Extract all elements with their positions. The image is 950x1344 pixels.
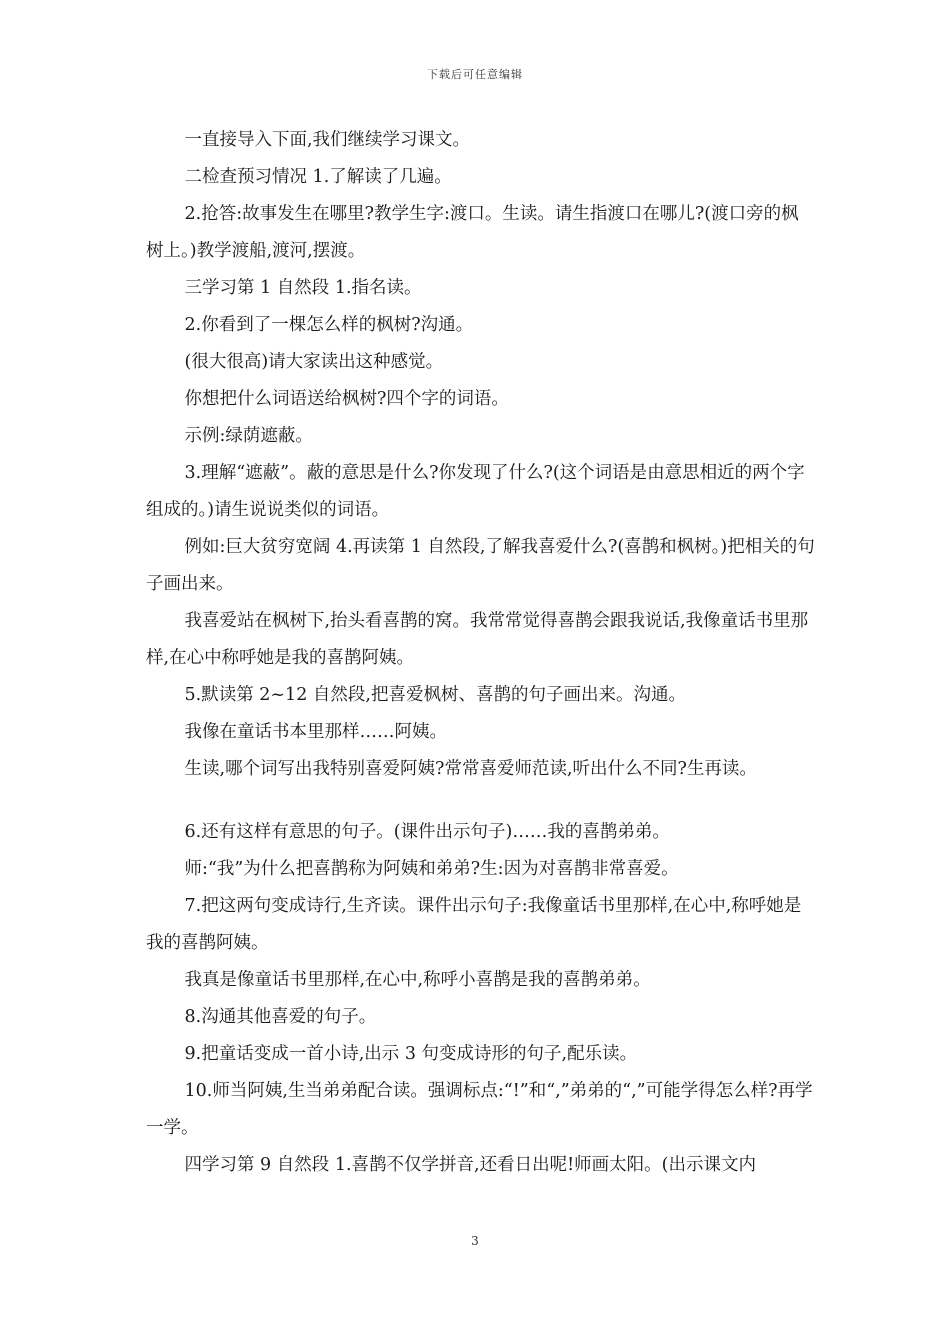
paragraph: 2.你看到了一棵怎么样的枫树?沟通。 — [184, 315, 474, 335]
paragraph: 四学习第 9 自然段 1.喜鹊不仅学拼音,还看日出呢!师画太阳。(出示课文内 — [184, 1155, 756, 1175]
page-header: 下载后可任意编辑 — [427, 68, 523, 81]
paragraph: 2.抢答:故事发生在哪里?教学生字:渡口。生读。请生指渡口在哪儿?(渡口旁的枫树上。)教学渡船,渡河,摆渡。 — [146, 204, 799, 261]
paragraph: 我真是像童话书里那样,在心中,称呼小喜鹊是我的喜鹊弟弟。 — [184, 970, 651, 990]
paragraph: 三学习第 1 自然段 1.指名读。 — [184, 278, 422, 298]
paragraph: 我像在童话书本里那样……阿姨。 — [184, 722, 447, 742]
document-body — [146, 122, 816, 1184]
paragraph: 示例:绿荫遮蔽。 — [184, 426, 313, 446]
paragraph: 5.默读第 2~12 自然段,把喜爱枫树、喜鹊的句子画出来。沟通。 — [184, 685, 686, 705]
paragraph: 8.沟通其他喜爱的句子。 — [184, 1007, 377, 1027]
paragraph: 3.理解“遮蔽”。蔽的意思是什么?你发现了什么?(这个词语是由意思相近的两个字组成的。)请生说说类似的词语。 — [146, 463, 805, 520]
paragraph: 师:“我”为什么把喜鹊称为阿姨和弟弟?生:因为对喜鹊非常喜爱。 — [184, 859, 679, 879]
paragraph: 9.把童话变成一首小诗,出示 3 句变成诗形的句子,配乐读。 — [184, 1044, 638, 1064]
page-number: 3 — [471, 1234, 479, 1248]
paragraph: (很大很高)请大家读出这种感觉。 — [184, 352, 444, 372]
paragraph: 一直接导入下面,我们继续学习课文。 — [184, 130, 471, 150]
paragraph: 6.还有这样有意思的句子。(课件出示句子)……我的喜鹊弟弟。 — [184, 822, 670, 842]
paragraph: 二检查预习情况 1.了解读了几遍。 — [184, 167, 452, 187]
paragraph: 生读,哪个词写出我特别喜爱阿姨?常常喜爱师范读,听出什么不同?生再读。 — [184, 759, 757, 779]
paragraph: 10.师当阿姨,生当弟弟配合读。强调标点:“!”和“,”弟弟的“,”可能学得怎么样?再学一学。 — [146, 1081, 813, 1138]
paragraph: 例如:巨大贫穷宽阔 4.再读第 1 自然段,了解我喜爱什么?(喜鹊和枫树。)把相关的句子画出来。 — [146, 537, 815, 594]
paragraph: 你想把什么词语送给枫树?四个字的词语。 — [184, 389, 509, 409]
paragraph: 我喜爱站在枫树下,抬头看喜鹊的窝。我常常觉得喜鹊会跟我说话,我像童话书里那样,在心中称呼她是我的喜鹊阿姨。 — [146, 611, 809, 668]
paragraph: 7.把这两句变成诗行,生齐读。课件出示句子:我像童话书里那样,在心中,称呼她是我的喜鹊阿姨。 — [146, 896, 802, 953]
